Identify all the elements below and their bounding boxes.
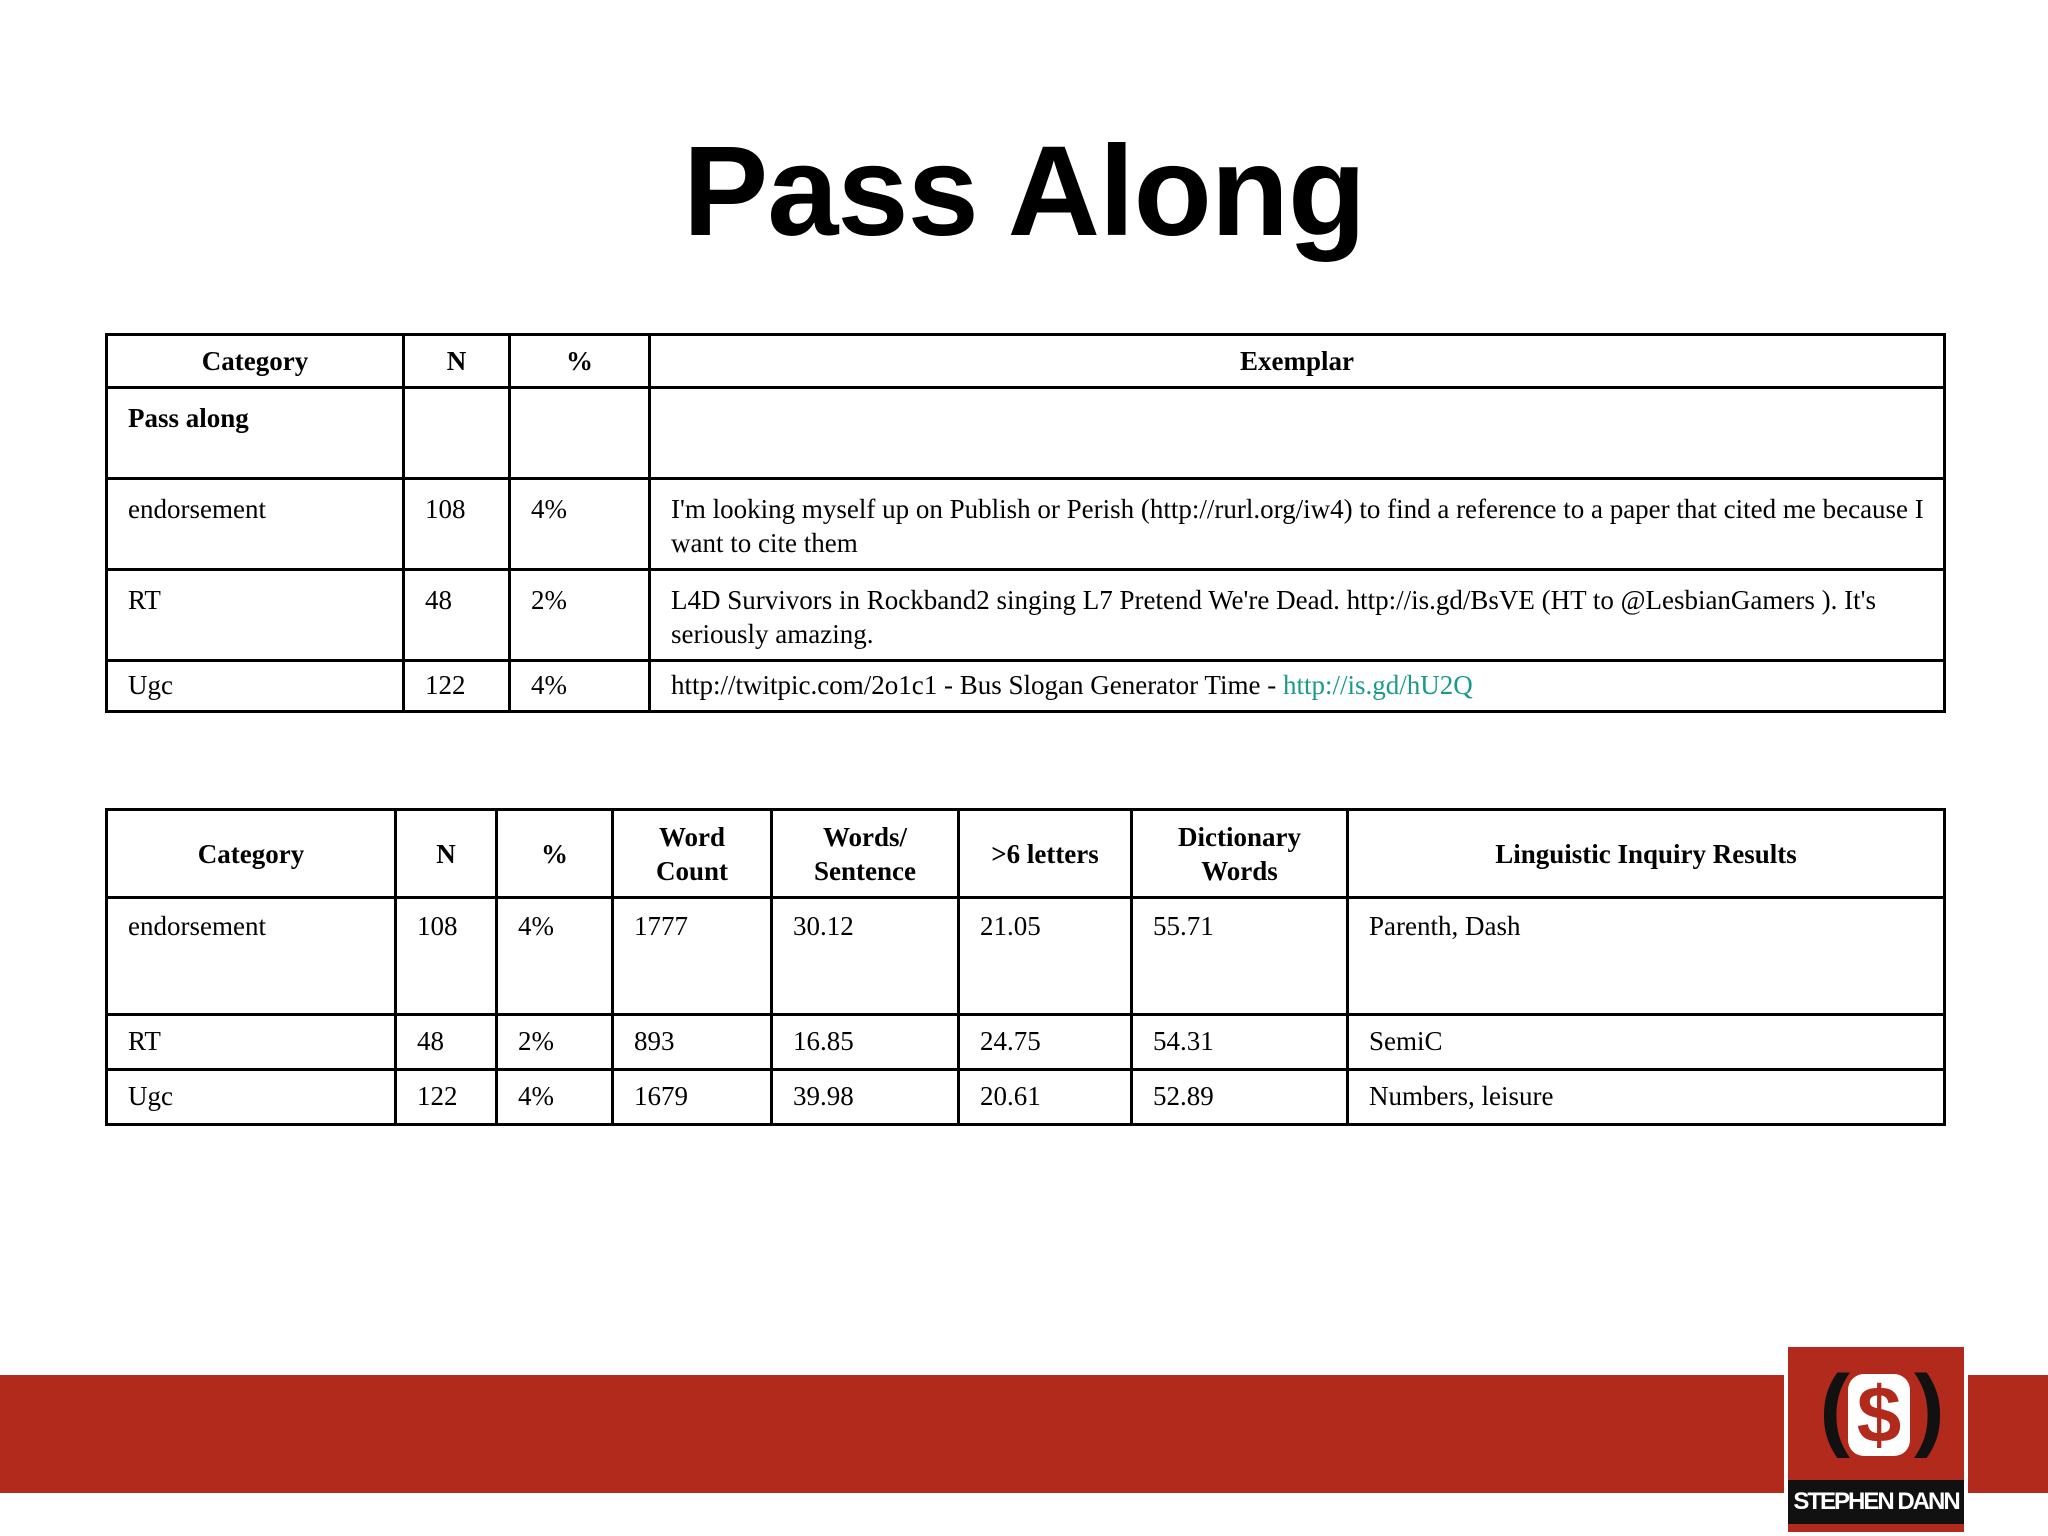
cell-category: endorsement [107,898,396,1015]
header-n: N [396,810,497,898]
cell-n: 108 [404,479,510,570]
table-row [107,1070,1945,1125]
cell-category: Ugc [107,661,404,712]
cell-exemplar: I'm looking myself up on Publish or Perish (http://rurl.org/iw4) to find a reference to a paper that cited me because I want to cite them [650,479,1945,570]
cell-word-count: 893 [613,1015,772,1070]
cell-n: 48 [404,570,510,661]
exemplar-text: http://twitpic.com/2o1c1 - Bus Slogan Generator Time - [671,670,1283,700]
cell-six-letters: 20.61 [959,1070,1132,1125]
cell-n: 122 [396,1070,497,1125]
header-percent: % [510,335,650,388]
table-section-row [107,388,1945,479]
cell-percent: 2% [510,570,650,661]
logo-paren-left: ( [1819,1357,1844,1459]
empty-cell [510,388,650,479]
slide-title: Pass Along [682,120,1366,263]
header-word-count: Word Count [613,810,772,898]
cell-exemplar: L4D Survivors in Rockband2 singing L7 Pretend We're Dead. http://is.gd/BsVE (HT to @LesbianGamers ). It's seriously amazing. [650,570,1945,661]
logo-wordmark: STEPHEN DANN [1788,1480,1964,1524]
header-liwc-results: Linguistic Inquiry Results [1348,810,1945,898]
cell-percent: 4% [510,479,650,570]
cell-category: RT [107,570,404,661]
cell-liwc: Parenth, Dash [1348,898,1945,1015]
table-row [107,661,1945,712]
brand-logo [1784,1343,1968,1536]
table-header-row [107,335,1945,388]
cell-category: Ugc [107,1070,396,1125]
logo-mark [1814,1353,1944,1463]
exemplar-link[interactable]: http://is.gd/hU2Q [1282,670,1473,700]
pass-along-exemplar-table [105,333,1946,713]
cell-exemplar [650,661,1945,712]
cell-category: RT [107,1015,396,1070]
dollar-icon: $ [1848,1374,1910,1456]
table-row [107,570,1945,661]
cell-percent: 2% [497,1015,613,1070]
cell-words-sentence: 16.85 [772,1015,959,1070]
cell-percent: 4% [497,898,613,1015]
cell-dictionary: 52.89 [1132,1070,1348,1125]
cell-category: endorsement [107,479,404,570]
header-category: Category [107,810,396,898]
cell-n: 108 [396,898,497,1015]
logo-paren-right: ) [1914,1357,1939,1459]
empty-cell [404,388,510,479]
header-words-sentence: Words/ Sentence [772,810,959,898]
header-category: Category [107,335,404,388]
cell-percent: 4% [497,1070,613,1125]
cell-liwc: SemiC [1348,1015,1945,1070]
header-six-letters: >6 letters [959,810,1132,898]
header-percent: % [497,810,613,898]
footer-bar [0,1375,2048,1493]
linguistic-stats-table [105,808,1946,1126]
table-header-row [107,810,1945,898]
cell-n: 122 [404,661,510,712]
table-row [107,479,1945,570]
table-row [107,898,1945,1015]
cell-word-count: 1679 [613,1070,772,1125]
cell-six-letters: 24.75 [959,1015,1132,1070]
cell-dictionary: 54.31 [1132,1015,1348,1070]
cell-words-sentence: 30.12 [772,898,959,1015]
cell-word-count: 1777 [613,898,772,1015]
section-label: Pass along [107,388,404,479]
cell-words-sentence: 39.98 [772,1070,959,1125]
header-n: N [404,335,510,388]
cell-dictionary: 55.71 [1132,898,1348,1015]
cell-n: 48 [396,1015,497,1070]
cell-percent: 4% [510,661,650,712]
header-exemplar: Exemplar [650,335,1945,388]
cell-six-letters: 21.05 [959,898,1132,1015]
header-dictionary-words: Dictionary Words [1132,810,1348,898]
empty-cell [650,388,1945,479]
cell-liwc: Numbers, leisure [1348,1070,1945,1125]
table-row [107,1015,1945,1070]
